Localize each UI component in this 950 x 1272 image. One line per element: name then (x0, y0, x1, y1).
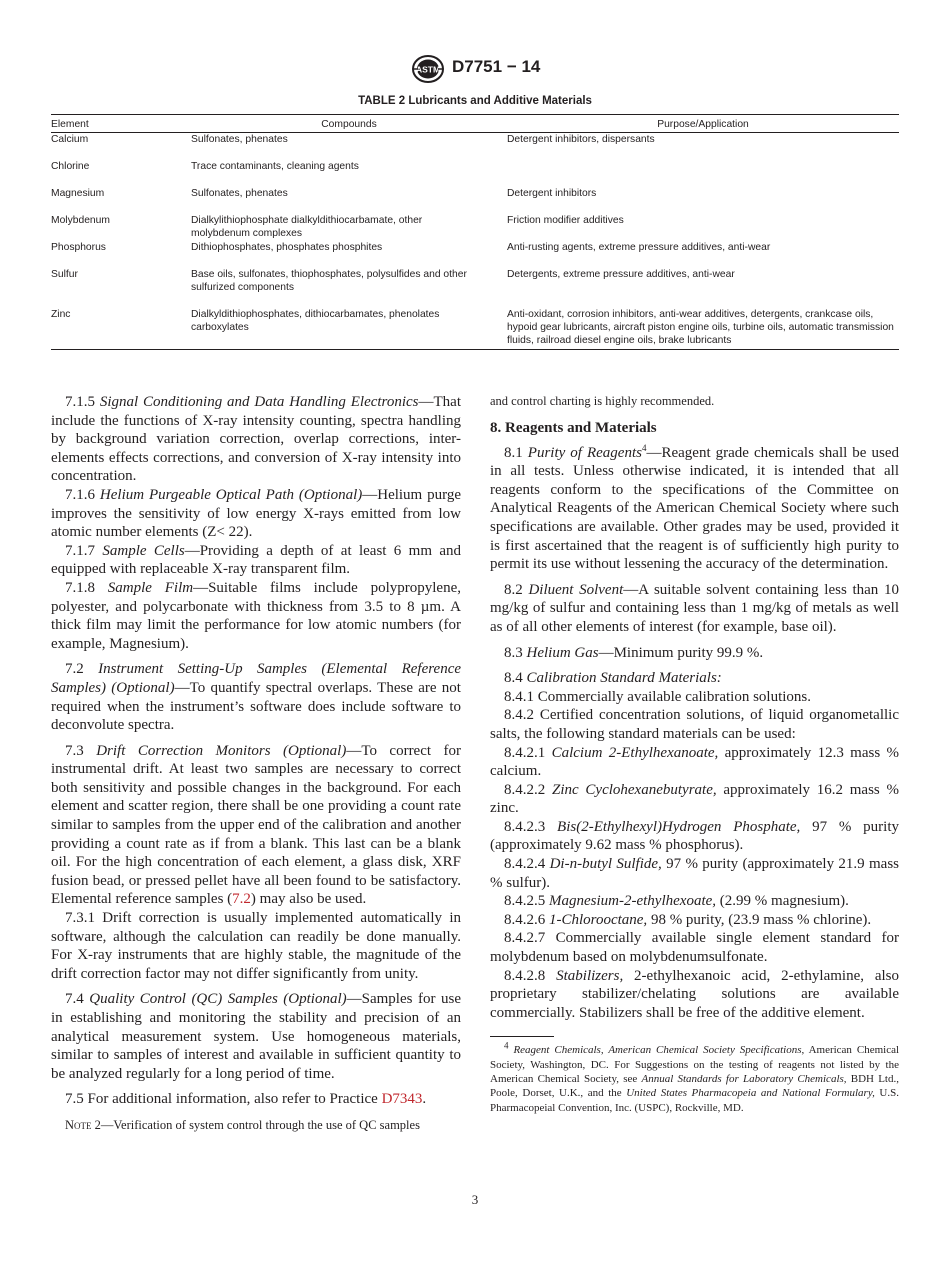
paragraph-8-4-2-7: 8.4.2.7 Commercially available single element standard for molybdenum based on molybdenumsulfonate. (490, 930, 899, 966)
paragraph-7-1-5: 7.1.5 Signal Conditioning and Data Handling Electronics—That include the functions of X-ray intensity counting, spectra handling by background variation correction, overlap corrections, inter-elements effects corrections, and conversion of X-ray intensity into concentration. (51, 394, 461, 485)
compounds-cell: Trace contaminants, cleaning agents (191, 161, 359, 172)
paragraph-7-5: 7.5 For additional information, also refer to Practice D7343. (65, 1091, 427, 1108)
compounds-cell: Sulfonates, phenates (191, 188, 288, 199)
table-row (51, 214, 899, 241)
paragraph-7-4: 7.4 Quality Control (QC) Samples (Optional)—Samples for use in establishing and monitoring the stability and precision of an analytical measurement system. Use homogeneous materials, similar to samples of interest and available in sufficient quantity to be analyzed regularly for a long period of time. (51, 991, 462, 1082)
practice-d7343-link[interactable]: D7343 (381, 1091, 423, 1108)
lubricants-table (51, 114, 899, 350)
table-row (51, 187, 899, 214)
element-cell: Sulfur (51, 269, 78, 280)
element-cell: Zinc (51, 308, 191, 350)
table-header-row (51, 115, 899, 133)
footnote-divider (490, 1036, 554, 1037)
purpose-cell: Anti-rusting agents, extreme pressure additives, anti-wear (507, 242, 771, 253)
paragraph-8-1: 8.1 Purity of Reagents$^4$—Reagent grade chemicals shall be used in all tests. Unless otherwise indicated, it is intended that all reagents conform to the specifications of the Committee on Analytical Reagents of the American Chemical Society where such specifications are available. Other grades may be used, provided it is first ascertained that the reagent is of sufficiently high purity to permit its use without lessening the accuracy of the determination. (490, 442, 899, 573)
paragraph-7-3-1: 7.3.1 Drift correction is usually implemented automatically in software, although the calculation can readily be done manually. For X-ray instruments that are highly stable, the magnitude of the drift correction factor may not differ significantly from unity. (51, 910, 461, 982)
footnote-4: $^4$ Reagent Chemicals, American Chemical Society Specifications, American Chemical Society, Washington, DC. For Suggestions on the testing of reagents not listed by the American Chemical Society, see Annual Standards for Laboratory Chemicals, BDH Ltd., Poole, Dorset, U.K., and the United States Pharmacopeia and National Formulary, U.S. Pharmacopeial Convention, Inc. (USPC), Rockville, MD. (490, 1040, 900, 1114)
compounds-cell: Dialkyldithiophosphates, dithiocarbamates, phenolates carboxylates (191, 308, 507, 350)
note-2-continued: and control charting is highly recommended. (490, 394, 715, 408)
table-row (51, 241, 899, 268)
table-row (51, 268, 899, 308)
note-2: Note 2—Verification of system control through the use of QC samples (65, 1117, 420, 1132)
element-cell: Phosphorus (51, 242, 106, 253)
paragraph-7-3: 7.3 Drift Correction Monitors (Optional)—To correct for instrumental drift. At least two samples are necessary to correct both sensitivity and possible changes in the background. For each element and scatter region, there shall be one providing a count rate similar to samples from the upper end of the calibration and another providing a count rate as if from a blank. This last can be a blank oil. For the high concentration of each element, a glass disk, XRF fusion bead, or pressed pellet have all been found to be satisfactory. Elemental reference samples (7.2) may also be used. (51, 742, 461, 908)
paragraph-8-4-2-1: 8.4.2.1 Calcium 2-Ethylhexanoate, approximately 12.3 mass % calcium. (490, 744, 900, 780)
purpose-cell: Detergents, extreme pressure additives, anti-wear (507, 269, 735, 280)
astm-logo-icon (410, 54, 446, 84)
element-cell: Calcium (51, 134, 89, 145)
table-row (51, 133, 899, 161)
svg-text:ASTM: ASTM (415, 64, 441, 75)
page-header (0, 54, 950, 84)
paragraph-8-4: 8.4 Calibration Standard Materials: (504, 670, 722, 687)
paragraph-8-4-2-2: 8.4.2.2 Zinc Cyclohexanebutyrate, approximately 16.2 mass % zinc. (490, 781, 899, 817)
right-column (490, 393, 899, 1115)
paragraph-8-4-2: 8.4.2 Certified concentration solutions, of liquid organometallic salts, the following standard materials can be used: (490, 707, 899, 742)
left-column (51, 393, 461, 1134)
paragraph-7-1-6: 7.1.6 Helium Purgeable Optical Path (Optional)—Helium purge improves the sensitivity of low energy X-rays emitted from low atomic number elements (Z< 22). (51, 486, 462, 541)
paragraph-8-4-2-8: 8.4.2.8 Stabilizers, 2-ethylhexanoic acid, 2-ethylamine, also proprietary stabilizer/chelating solutions are available commercially. Stabilizers shall be free of the additive element. (490, 967, 900, 1021)
table-title: TABLE 2 Lubricants and Additive Materials (358, 95, 592, 107)
paragraph-7-2: 7.2 Instrument Setting-Up Samples (Elemental Reference Samples) (Optional)—To quantify spectral overlaps. These are not required when the instrument’s software does include software to deconvolute spectra. (51, 661, 462, 734)
paragraph-8-4-1: 8.4.1 Commercially available calibration solutions. (504, 688, 812, 705)
purpose-cell (507, 160, 899, 187)
paragraph-7-1-8: 7.1.8 Sample Film—Suitable films include polypropylene, polyester, and polycarbonate with thickness from 3.5 to 8 µm. A thick film may limit the performance for low atomic numbers (for example, Magnesium). (51, 579, 461, 652)
table-row (51, 308, 899, 350)
paragraph-8-4-2-4: 8.4.2.4 Di-n-butyl Sulfide, 97 % purity (approximately 21.9 mass % sulfur). (490, 856, 899, 891)
document-id: D7751 − 14 (452, 57, 541, 76)
column-header: Purpose/Application (507, 115, 899, 133)
purpose-cell: Detergent inhibitors (507, 188, 597, 199)
table-row (51, 160, 899, 187)
column-header: Element (51, 115, 191, 133)
paragraph-8-4-2-3: 8.4.2.3 Bis(2-Ethylhexyl)Hydrogen Phosphate, 97 % purity (approximately 9.62 mass % phosphorus). (490, 818, 900, 854)
page-number: 3 (471, 1192, 479, 1207)
purpose-cell: Friction modifier additives (507, 215, 624, 226)
compounds-cell: Dithiophosphates, phosphates phosphites (191, 242, 383, 253)
element-cell: Chlorine (51, 161, 90, 172)
section-8-heading: 8. Reagents and Materials (490, 420, 657, 436)
purpose-cell: Anti-oxidant, corrosion inhibitors, anti-wear additives, detergents, crankcase oils, hypoid gear lubricants, aircraft piston engine oils, turbine oils, automatic transmission fluids, railroad diesel engine oils, brake lubricants (507, 308, 899, 350)
paragraph-8-4-2-5: 8.4.2.5 Magnesium-2-ethylhexoate, (2.99 % magnesium). (504, 893, 849, 910)
element-cell: Molybdenum (51, 215, 110, 226)
element-cell: Magnesium (51, 188, 105, 199)
section-7-2-link[interactable]: 7.2 (232, 891, 251, 908)
paragraph-8-3: 8.3 Helium Gas—Minimum purity 99.9 %. (504, 644, 764, 661)
compounds-cell: Base oils, sulfonates, thiophosphates, polysulfides and other sulfurized components (191, 269, 467, 293)
compounds-cell: Dialkylithiophosphate dialkyldithiocarbamate, other molybdenum complexes (191, 215, 423, 239)
column-header: Compounds (191, 115, 507, 133)
purpose-cell: Detergent inhibitors, dispersants (507, 134, 655, 145)
paragraph-8-4-2-6: 8.4.2.6 1-Chlorooctane, 98 % purity, (23.9 mass % chlorine). (504, 911, 872, 928)
paragraph-8-2: 8.2 Diluent Solvent—A suitable solvent containing less than 10 mg/kg of sulfur and containing less than 1 mg/kg of metals as well as of all other elements of interest (for example, base oil). (490, 581, 899, 635)
paragraph-7-1-7: 7.1.7 Sample Cells—Providing a depth of at least 6 mm and equipped with replaceable X-ray transparent film. (51, 542, 461, 578)
compounds-cell: Sulfonates, phenates (191, 134, 288, 145)
